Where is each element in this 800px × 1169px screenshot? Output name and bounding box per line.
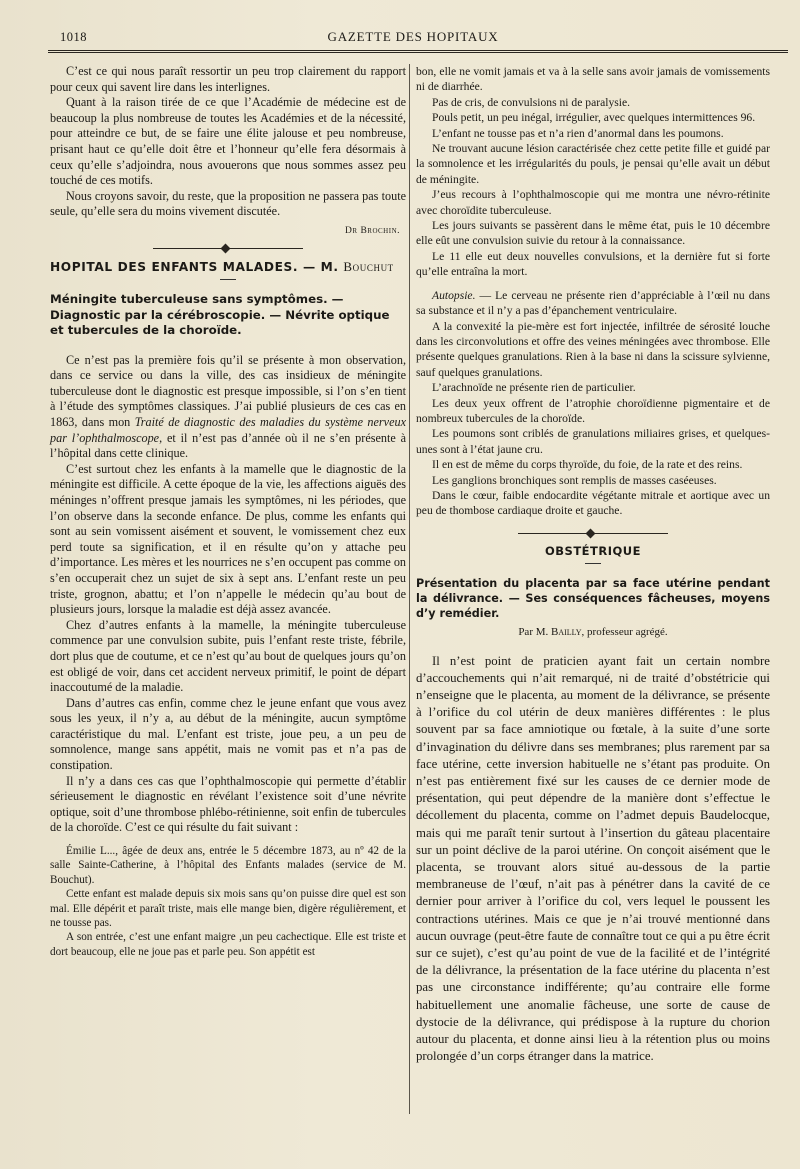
page-number: 1018 — [60, 30, 87, 44]
case-paragraph: Cette enfant est malade depuis six mois sans qu’on puisse dire quel est son mal. Elle dépérit et paraît triste, mais elle mange bien, digère régulièrement, et ne tousse pas. — [50, 888, 406, 930]
intro-paragraph: C’est ce qui nous paraît ressortir un peu trop clairement du rapport pour ceux qui savent lire dans les interlignes. — [50, 64, 406, 94]
byline-author: Bailly — [551, 626, 582, 639]
autopsy-paragraph: Les deux yeux offrent de l’atrophie choroïdienne pigmentaire et de nombreux tubercules de la choroïde. — [416, 396, 770, 425]
autopsy-paragraph: A la convexité la pie-mère est fort injectée, infiltrée de sérosité louche dans les circonvolutions et offre des veines méningées avec thrombose. Elle présente quelques granulations. Rien à la base ni dans la scissure sylvienne, sauf quelques granulations. — [416, 319, 770, 379]
page-header — [48, 26, 778, 48]
short-dash — [220, 279, 236, 280]
autopsy-paragraph: Il en est de même du corps thyroïde, du foie, de la rate et des reins. — [432, 458, 743, 472]
obstetrics-article-title: Présentation du placenta par sa face utérine pendant la délivrance. — Ses conséquences fâcheuses, moyens d’y remédier. — [416, 577, 770, 621]
intro-paragraph: Quant à la raison tirée de ce que l’Académie de médecine est de beaucoup la plus nombreuse de toutes les Académies et de la nécessité, pour atteindre ce but, de se faire une élite jalouse et peu nombreuse, prisant haut ce qu’elle doit être et l’honneur qu’elle fera désormais à ceux qu’elle s’adjoindra, nous avouerons que nous sommes assez peu touché de ces motifs. — [50, 95, 406, 188]
case-paragraph: Pouls petit, un peu inégal, irrégulier, avec quelques intermittences 96. — [432, 111, 756, 125]
case-paragraph: Émilie L..., âgée de deux ans, entrée le 5 décembre 1873, au nº 42 de la salle Sainte-Catherine, à l’hôpital des Enfants malades (service de M. Bouchut). — [50, 845, 406, 886]
autopsy-paragraph: Les ganglions bronchiques sont remplis de masses caséeuses. — [432, 473, 717, 487]
column-divider — [409, 64, 410, 1114]
autopsy-paragraph: Dans le cœur, faible endocardite végétante mitrale et aortique avec un peu de thombose cardiaque droite et gauche. — [416, 488, 770, 518]
intro-paragraph: Nous croyons savoir, du reste, que la proposition ne passera pas toute seule, qu’elle sera du moins vivement discutée. — [50, 188, 406, 219]
autopsy-label: Autopsie. — [432, 288, 476, 302]
journal-title: GAZETTE DES HOPITAUX — [327, 29, 499, 44]
case-paragraph: Ne trouvant aucune lésion caractérisée chez cette petite fille et guidé par la somnolence et les irrégularités du pouls, je pensai qu’elle avait un début de méningite. — [416, 142, 770, 186]
right-column — [416, 64, 770, 1065]
autopsy-paragraph: Les poumons sont criblés de granulations miliaires grises, et quelques-unes sont à l’état jaune cru. — [416, 427, 770, 456]
paragraph-text: Ce n’est pas la première fois qu’il se présente à mon observation, dans ce service ou dans la ville, des cas insidieux de méningite tuberculeuse dont le diagnostic est presque impossible, si l’on s’en tient à l’étude des symptômes classiques. J’ai publié plusieurs de ces cas en 1863, dans mon — [50, 352, 406, 429]
autopsy-paragraph: L’arachnoïde ne présente rien de particulier. — [432, 381, 636, 395]
case-paragraph: bon, elle ne vomit jamais et va à la selle sans avoir jamais de vomissements ni de diarrhée. — [416, 65, 770, 94]
left-column — [50, 64, 406, 959]
article-title: Méningite tuberculeuse sans symptômes. — Diagnostic par la cérébroscopie. — Névrite optique et tubercules de la choroïde. — [50, 292, 390, 338]
short-dash — [585, 563, 601, 564]
paragraph-text: , et il n’est pas d’année où il ne s’en présente à l’hôpital dans cette clinique. — [50, 430, 407, 461]
autopsy-paragraph — [416, 288, 770, 319]
book-title: Traité de diagnostic des maladies du système nerveux par l’ophthalmoscope — [50, 415, 406, 445]
byline — [416, 625, 770, 640]
case-paragraph: Pas de cris, de convulsions ni de paralysie. — [432, 95, 631, 109]
case-paragraph: A son entrée, c’est une enfant maigre ,un peu cachectique. Elle est triste et dort beaucoup, elle ne joue pas et parle peu. Son appétit est — [50, 931, 406, 958]
obstetrics-paragraph: Il n’est point de praticien ayant fait un certain nombre d’accouchements qui n’ait remarqué, ni de traité d’obstétricie qui n’enseigne que le placenta, au moment de la délivrance, se présente à l’orifice du col utérin de deux manières différentes : le plus souvent par sa face amniotique ou fœtale, à la suite d’une sorte d’invagination du délivre dans ses membranes; plus rarement par sa face utérine, cette inversion habituelle ne s’étant pas produite. On n’est pas entièrement fixé sur les causes de ce dernier mode de présentation, qui peut dépendre de la manière dont s’effectue le décollement du placenta, comme on l’admet depuis Baudelocque, mais qui me paraît tenir surtout à l’insertion du gâteau placentaire sur un point déclive de la paroi utérine. On conçoit aisément que le placenta, se trouvant alors situé au-dessous de la partie membraneuse de l’œuf, n’ait pas à pénétrer dans la cavité de ce dernier pour arriver à l’orifice du col, vers lequel le poussent les contractions utérines. Mais ce que je n’ai trouvé mentionné dans aucun ouvrage (peut-être faute de connaître tout ce qui a pu être écrit sur ce sujet), c’est qu’au point de vue de la facilité et de l’intégrité de la délivrance, la présentation de la face utérine du placenta n’est pas une circonstance indifférente; qu’au contraire elle forme habituellement une anomalie fâcheuse, une sorte de cause de dystocie de la délivrance, qui prédispose à la rupture du chorion autour du placenta, et donne ainsi lieu à la rétention plus ou moins prolongée d’un corps étranger dans la matrice. — [416, 653, 770, 1064]
body-paragraph: C’est surtout chez les enfants à la mamelle que le diagnostic de la méningite est difficile. A cette époque de la vie, les affections aiguës des méninges n’offrent presque jamais les symptômes, ni les périodes, que l’on observe dans la seconde enfance. De plus, comme les enfants qui sont au sein vomissent aisément et souvent, le vomissement chez eux perd toute sa signification, et il en résulte qu’on y attache peu d’importance. Les mères et les nourrices ne s’en occupent pas comme on s’en occuperait chez un sujet de six à sept ans. L’enfant reste un peu triste, grognon, abattu; et l’on n’appelle le médecin qu’au bout de plusieurs jours, lorsque la maladie est déjà assez avancée. — [50, 461, 407, 617]
byline-prefix: Par M. — [518, 626, 552, 639]
case-paragraph: L’enfant ne tousse pas et n’a rien d’anormal dans les poumons. — [432, 126, 724, 140]
case-paragraph: J’eus recours à l’ophthalmoscopie qui me montra une névro-rétinite avec choroïdite tuberculeuse. — [416, 188, 770, 217]
section-ornament — [153, 248, 303, 249]
obstetrics-heading: OBSTÉTRIQUE — [545, 543, 641, 558]
author-signature: Dr Brochin. — [345, 225, 400, 236]
body-paragraph: Il n’y a dans ces cas que l’ophthalmoscopie qui permette d’établir sérieusement le diagnostic en révélant l’existence soit d’une névrite optique, soit d’une thrombose phlébo-rétinienne, soit enfin de tubercules de la choroïde. C’est ce qui résulte du fait suivant : — [50, 773, 406, 835]
body-paragraph: Chez d’autres enfants à la mamelle, la méningite tuberculeuse commence par une convulsion subite, puis l’enfant reste triste, fébrile, dort plus que de coutume, et ce n’est qu’au bout de quelques jours qu’on est obligé de voir, dans cet accident nerveux primitif, le point de départ inaccoutumé de la maladie. — [50, 617, 406, 695]
case-paragraph: Les jours suivants se passèrent dans le même état, puis le 10 décembre elle eût une convulsion suivie du retour à la connaissance. — [416, 219, 770, 248]
body-paragraph — [50, 353, 406, 462]
section-ornament — [518, 533, 668, 534]
case-paragraph: Le 11 elle eut deux nouvelles convulsions, et la dernière fut si forte qu’elle entraîna la mort. — [416, 249, 770, 279]
byline-suffix: , professeur agrégé. — [581, 626, 668, 639]
section-author: Bouchut — [343, 258, 394, 274]
autopsy-text: — Le cerveau ne présente rien d’appréciable à l’œil nu dans sa substance et il n’y a pas d’épanchement ventriculaire. — [416, 288, 770, 318]
section-heading — [50, 259, 406, 276]
section-heading-text: HOPITAL DES ENFANTS MALADES. — M. — [50, 259, 339, 274]
header-rule — [48, 50, 788, 53]
body-paragraph: Dans d’autres cas enfin, comme chez le jeune enfant que vous avez sous les yeux, il n’y a, au début de la méningite, aucun symptôme caractéristique du mal. L’enfant est triste, joue peu, a un peu de somnolence, mange sans appétit, mais ne vomit pas et n’a pas de constipation. — [50, 695, 406, 773]
